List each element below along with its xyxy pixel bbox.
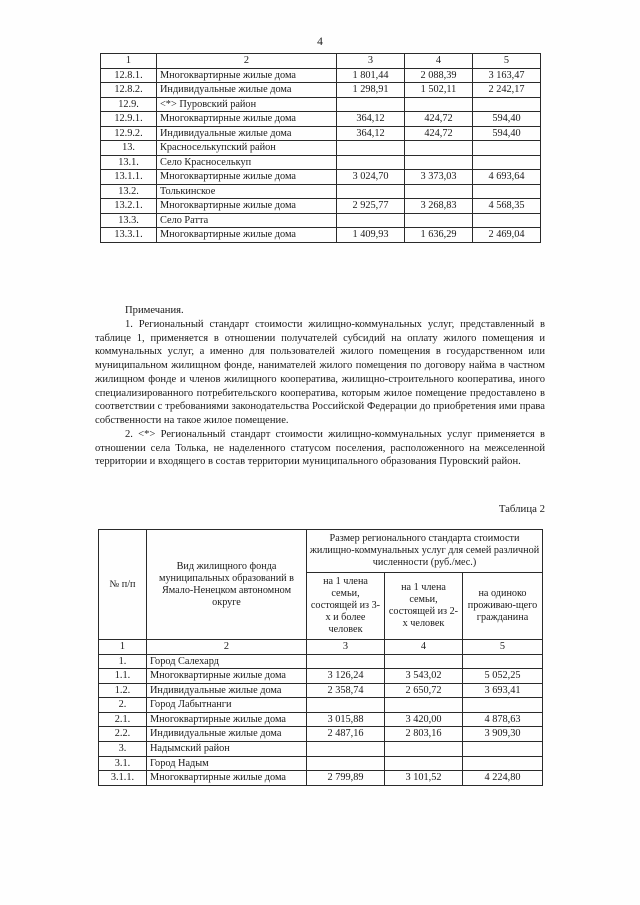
row-value-5-cell: 4 693,64 (473, 170, 541, 185)
row-value-5-cell (473, 97, 541, 112)
row-number-cell: 13. (101, 141, 157, 156)
row-value-3-cell (337, 184, 405, 199)
column-number-3: 3 (307, 640, 385, 655)
row-number-cell: 1. (99, 654, 147, 669)
table-row (101, 199, 541, 214)
row-number-cell: 13.2. (101, 184, 157, 199)
row-number-cell: 3.1.1. (99, 771, 147, 786)
row-name-cell: Село Ратта (157, 213, 337, 228)
table-row (99, 712, 543, 727)
row-value-5-cell: 5 052,25 (463, 669, 543, 684)
row-name-cell: Многоквартирные жилые дома (157, 199, 337, 214)
table-row (101, 112, 541, 127)
row-number-cell: 12.9.1. (101, 112, 157, 127)
row-name-cell: Индивидуальные жилые дома (157, 83, 337, 98)
row-value-5-cell (473, 213, 541, 228)
table-row (101, 155, 541, 170)
row-value-4-cell: 1 502,11 (405, 83, 473, 98)
table-row (101, 228, 541, 243)
table-row (99, 727, 543, 742)
table-row (99, 669, 543, 684)
row-number-cell: 12.9.2. (101, 126, 157, 141)
row-value-3-cell: 1 409,93 (337, 228, 405, 243)
row-number-cell: 1.1. (99, 669, 147, 684)
row-number-cell: 2. (99, 698, 147, 713)
column-number-2: 2 (147, 640, 307, 655)
column-number-row (101, 54, 541, 69)
table-2-caption: Таблица 2 (498, 503, 545, 515)
row-value-3-cell: 3 024,70 (337, 170, 405, 185)
column-number-2: 2 (157, 54, 337, 69)
row-value-5-cell: 2 242,17 (473, 83, 541, 98)
row-value-5-cell (463, 698, 543, 713)
row-value-4-cell (405, 213, 473, 228)
column-number-4: 4 (405, 54, 473, 69)
row-value-4-cell: 3 373,03 (405, 170, 473, 185)
row-value-4-cell: 424,72 (405, 126, 473, 141)
row-value-4-cell: 3 268,83 (405, 199, 473, 214)
row-name-cell: Многоквартирные жилые дома (157, 170, 337, 185)
row-number-cell: 13.1.1. (101, 170, 157, 185)
table-row (99, 698, 543, 713)
row-value-4-cell (385, 756, 463, 771)
row-value-5-cell: 594,40 (473, 126, 541, 141)
row-value-3-cell (307, 741, 385, 756)
row-name-cell: Многоквартирные жилые дома (147, 712, 307, 727)
row-value-4-cell (385, 654, 463, 669)
row-value-5-cell (473, 184, 541, 199)
row-value-4-cell (405, 155, 473, 170)
row-value-5-cell (463, 741, 543, 756)
table-1-container (100, 53, 540, 243)
row-number-cell: 13.3. (101, 213, 157, 228)
notes-section (95, 304, 545, 469)
row-value-3-cell: 364,12 (337, 126, 405, 141)
row-value-3-cell: 364,12 (337, 112, 405, 127)
row-value-3-cell (337, 97, 405, 112)
row-value-3-cell (307, 654, 385, 669)
table-row (101, 68, 541, 83)
row-value-5-cell: 3 693,41 (463, 683, 543, 698)
row-number-cell: 12.8.2. (101, 83, 157, 98)
row-value-4-cell (405, 184, 473, 199)
row-value-5-cell: 4 224,80 (463, 771, 543, 786)
row-value-3-cell: 2 925,77 (337, 199, 405, 214)
row-value-3-cell: 1 801,44 (337, 68, 405, 83)
row-name-cell: Индивидуальные жилые дома (147, 683, 307, 698)
row-value-4-cell: 3 420,00 (385, 712, 463, 727)
row-number-cell: 3. (99, 741, 147, 756)
row-value-4-cell: 2 088,39 (405, 68, 473, 83)
row-name-cell: Толькинское (157, 184, 337, 199)
row-value-4-cell (405, 141, 473, 156)
row-value-4-cell: 2 650,72 (385, 683, 463, 698)
table-row (99, 741, 543, 756)
row-number-cell: 13.2.1. (101, 199, 157, 214)
column-number-1: 1 (99, 640, 147, 655)
row-number-cell: 12.9. (101, 97, 157, 112)
column-number-5: 5 (463, 640, 543, 655)
table-row (101, 83, 541, 98)
row-number-cell: 13.3.1. (101, 228, 157, 243)
row-number-cell: 12.8.1. (101, 68, 157, 83)
row-value-4-cell: 3 101,52 (385, 771, 463, 786)
row-name-cell: Многоквартирные жилые дома (157, 228, 337, 243)
row-name-cell: Многоквартирные жилые дома (157, 68, 337, 83)
row-value-3-cell: 2 799,89 (307, 771, 385, 786)
table-row (101, 141, 541, 156)
row-value-5-cell: 4 568,35 (473, 199, 541, 214)
row-value-4-cell: 3 543,02 (385, 669, 463, 684)
row-value-3-cell: 1 298,91 (337, 83, 405, 98)
column-number-1: 1 (101, 54, 157, 69)
row-value-5-cell: 3 909,30 (463, 727, 543, 742)
page-number: 4 (317, 36, 323, 48)
row-value-5-cell: 3 163,47 (473, 68, 541, 83)
row-name-cell: Индивидуальные жилые дома (147, 727, 307, 742)
row-value-3-cell (307, 698, 385, 713)
table-row (99, 771, 543, 786)
notes-heading: Примечания. (125, 305, 184, 316)
table-2-header-col5: на одиноко проживаю-щего гражданина (463, 573, 543, 640)
row-value-3-cell: 3 126,24 (307, 669, 385, 684)
row-value-3-cell (337, 141, 405, 156)
table-1 (100, 53, 541, 243)
table-row (101, 170, 541, 185)
row-number-cell: 2.1. (99, 712, 147, 727)
table-2-header-kind: Вид жилищного фонда муниципальных образований в Ямало-Ненецком автономном округе (147, 530, 307, 640)
row-name-cell: Многоквартирные жилые дома (147, 771, 307, 786)
column-number-4: 4 (385, 640, 463, 655)
row-number-cell: 2.2. (99, 727, 147, 742)
row-name-cell: Многоквартирные жилые дома (157, 112, 337, 127)
table-2 (98, 529, 543, 786)
table-row (101, 213, 541, 228)
row-value-4-cell (385, 698, 463, 713)
row-value-5-cell (473, 141, 541, 156)
row-value-5-cell: 4 878,63 (463, 712, 543, 727)
table-2-header-size-group: Размер регионального стандарта стоимости жилищно-коммунальных услуг для семей различной численности (руб./мес.) (307, 530, 543, 573)
table-row (99, 654, 543, 669)
row-value-5-cell (463, 756, 543, 771)
row-name-cell: Индивидуальные жилые дома (157, 126, 337, 141)
row-name-cell: Город Надым (147, 756, 307, 771)
row-value-4-cell (405, 97, 473, 112)
row-value-5-cell (463, 654, 543, 669)
table-2-body (99, 640, 543, 785)
note-1: 1. Региональный стандарт стоимости жилищно-коммунальных услуг, представленный в таблице 1, применяется в отношении получателей субсидий на оплату жилого помещения и коммунальных услуг, а именно для пользователей жилого помещения в государственном или муниципальном жилищном фонде, нанимателей жилого помещения по договору найма в частном жилищном фонде и членов жилищного кооператива, жилищно-строительного кооператива, иного специализированного потребительского кооператива, которым жилое помещение предоставлено в соответствии с требованиями законодательства Российской Федерации до приобретения ими права собственности на такое жилое помещение. (95, 318, 545, 427)
note-2: 2. <*> Региональный стандарт стоимости жилищно-коммунальных услуг применяется в отношении села Толька, не наделенного статусом поселения, расположенного на межселенной территории и входящего в состав территории муниципального образования Пуровский район. (95, 428, 545, 468)
row-value-5-cell: 2 469,04 (473, 228, 541, 243)
column-number-5: 5 (473, 54, 541, 69)
table-row (99, 683, 543, 698)
table-2-head (99, 530, 543, 640)
table-row (99, 756, 543, 771)
table-1-body (101, 54, 541, 243)
row-name-cell: Город Лабытнанги (147, 698, 307, 713)
row-value-4-cell: 424,72 (405, 112, 473, 127)
row-value-3-cell: 3 015,88 (307, 712, 385, 727)
column-number-row (99, 640, 543, 655)
row-value-4-cell (385, 741, 463, 756)
row-value-4-cell: 1 636,29 (405, 228, 473, 243)
row-name-cell: Надымский район (147, 741, 307, 756)
row-value-3-cell: 2 358,74 (307, 683, 385, 698)
table-2-header-no: № п/п (99, 530, 147, 640)
row-number-cell: 13.1. (101, 155, 157, 170)
table-2-header-col3: на 1 члена семьи, состоящей из 3-х и более человек (307, 573, 385, 640)
row-name-cell: Село Красноселькуп (157, 155, 337, 170)
table-row (101, 126, 541, 141)
column-number-3: 3 (337, 54, 405, 69)
table-row (101, 184, 541, 199)
row-value-4-cell: 2 803,16 (385, 727, 463, 742)
table-row (101, 97, 541, 112)
row-name-cell: Город Салехард (147, 654, 307, 669)
row-value-3-cell (307, 756, 385, 771)
row-name-cell: Красноселькупский район (157, 141, 337, 156)
row-number-cell: 1.2. (99, 683, 147, 698)
row-value-5-cell (473, 155, 541, 170)
row-value-3-cell: 2 487,16 (307, 727, 385, 742)
row-value-5-cell: 594,40 (473, 112, 541, 127)
row-name-cell: <*> Пуровский район (157, 97, 337, 112)
table-2-header-col4: на 1 члена семьи, состоящей из 2-х человек (385, 573, 463, 640)
row-value-3-cell (337, 213, 405, 228)
row-name-cell: Многоквартирные жилые дома (147, 669, 307, 684)
table-2-header-row-1 (99, 530, 543, 573)
table-2-container (98, 529, 542, 786)
row-value-3-cell (337, 155, 405, 170)
row-number-cell: 3.1. (99, 756, 147, 771)
